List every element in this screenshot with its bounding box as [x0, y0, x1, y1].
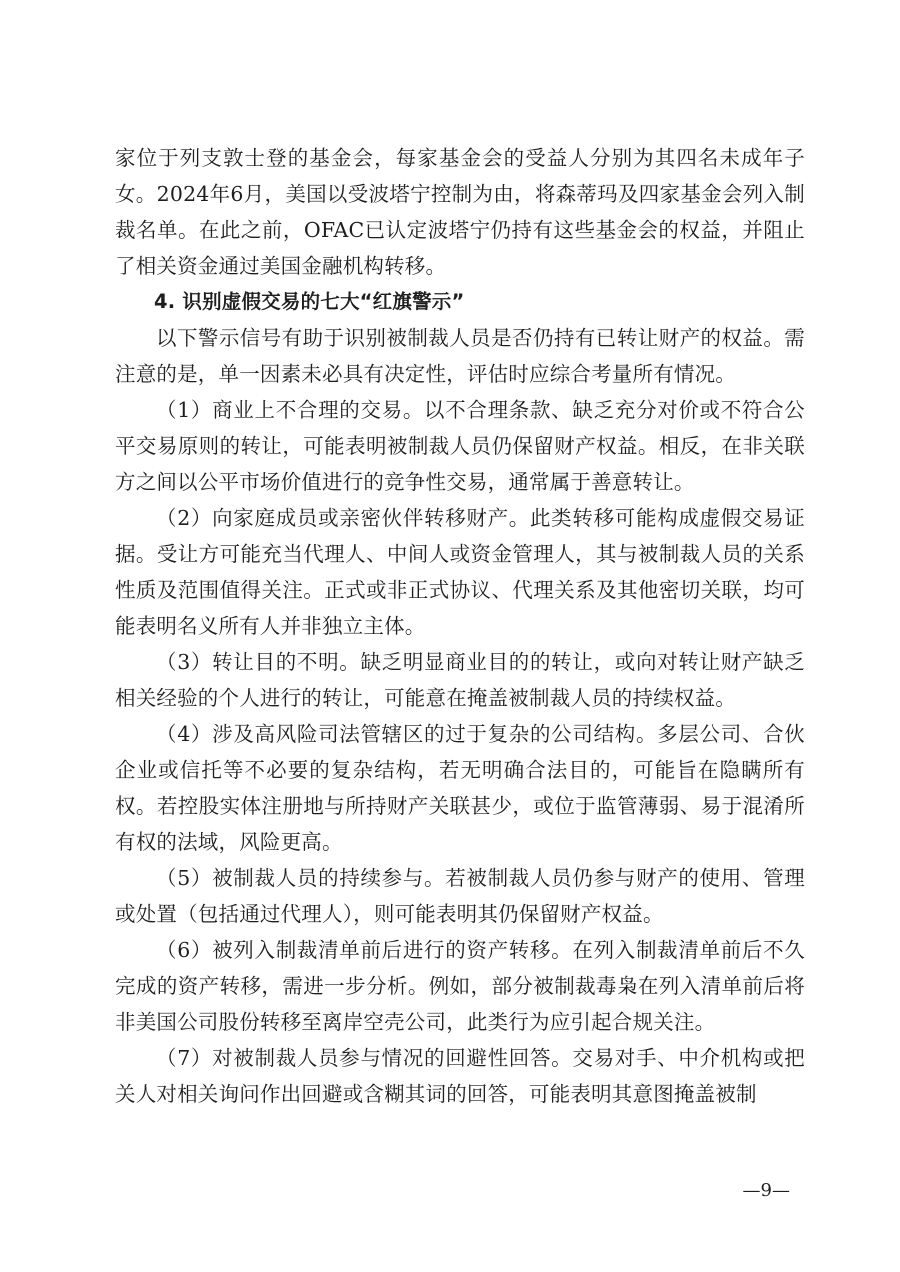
paragraph-flag-3: （3）转让目的不明。缺乏明显商业目的的转让，或向对转让财产缺乏相关经验的个人进行的转让，可能意在掩盖被制裁人员的持续权益。: [115, 650, 805, 710]
paragraph-flag-5: （5）被制裁人员的持续参与。若被制裁人员仍参与财产的使用、管理或处置（包括通过代理人），则可能表明其仍保留财产权益。: [115, 866, 805, 926]
page-number: —9—: [742, 1180, 790, 1201]
paragraph-intro: 以下警示信号有助于识别被制裁人员是否仍持有已转让财产的权益。需注意的是，单一因素未必具有决定性，评估时应综合考量所有情况。: [115, 326, 805, 386]
document-body: [115, 140, 805, 1112]
paragraph-flag-4: （4）涉及高风险司法管辖区的过于复杂的公司结构。多层公司、合伙企业或信托等不必要的复杂结构，若无明确合法目的，可能旨在隐瞒所有权。若控股实体注册地与所持财产关联甚少，或位于监管薄弱、易于混淆所有权的法域，风险更高。: [115, 722, 805, 854]
paragraph-continuation: 家位于列支敦士登的基金会，每家基金会的受益人分别为其四名未成年子女。2024年6月，美国以受波塔宁控制为由，将森蒂玛及四家基金会列入制裁名单。在此之前，OFAC已认定波塔宁仍持有这些基金会的权益，并阻止了相关资金通过美国金融机构转移。: [115, 146, 805, 278]
section-heading: 4. 识别虚假交易的七大“红旗警示”: [154, 290, 465, 313]
paragraph-flag-1: （1）商业上不合理的交易。以不合理条款、缺乏充分对价或不符合公平交易原则的转让，可能表明被制裁人员仍保留财产权益。相反，在非关联方之间以公平市场价值进行的竞争性交易，通常属于善意转让。: [115, 398, 805, 494]
paragraph-flag-7: （7）对被制裁人员参与情况的回避性回答。交易对手、中介机构或把关人对相关询问作出回避或含糊其词的回答，可能表明其意图掩盖被制: [115, 1046, 805, 1106]
paragraph-flag-2: （2）向家庭成员或亲密伙伴转移财产。此类转移可能构成虚假交易证据。受让方可能充当代理人、中间人或资金管理人，其与被制裁人员的关系性质及范围值得关注。正式或非正式协议、代理关系及其他密切关联，均可能表明名义所有人并非独立主体。: [115, 506, 805, 638]
paragraph-flag-6: （6）被列入制裁清单前后进行的资产转移。在列入制裁清单前后不久完成的资产转移，需进一步分析。例如，部分被制裁毒枭在列入清单前后将非美国公司股份转移至离岸空壳公司，此类行为应引起合规关注。: [115, 938, 805, 1034]
